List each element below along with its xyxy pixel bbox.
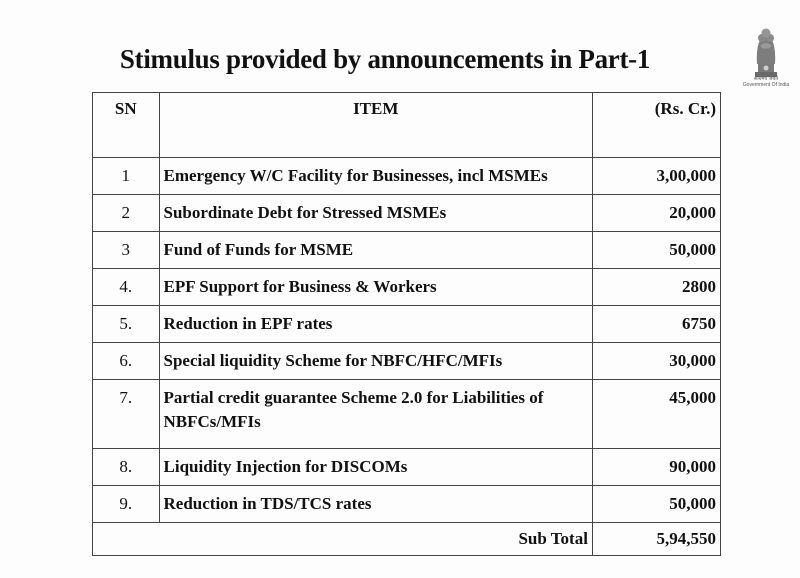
slide-title: Stimulus provided by announcements in Part-1: [119, 44, 651, 74]
row-sn: 2: [93, 195, 160, 232]
total-amount: 5,94,550: [592, 523, 720, 556]
table-row: [93, 269, 721, 306]
row-item: Fund of Funds for MSME: [159, 232, 592, 269]
row-amount: 50,000: [592, 486, 720, 523]
table-total-row: [93, 523, 721, 556]
row-sn: 7.: [93, 380, 160, 449]
row-item: Liquidity Injection for DISCOMs: [159, 449, 592, 486]
row-item: Partial credit guarantee Scheme 2.0 for Liabilities of NBFCs/MFIs: [159, 380, 592, 449]
row-sn: 5.: [93, 306, 160, 343]
table-row: [93, 380, 721, 449]
row-item: Special liquidity Scheme for NBFC/HFC/MFIs: [159, 343, 592, 380]
emblem-caption: [738, 76, 794, 88]
table-row: [93, 449, 721, 486]
table-header-row: [93, 93, 721, 158]
row-item: Subordinate Debt for Stressed MSMEs: [159, 195, 592, 232]
row-item: EPF Support for Business & Workers: [159, 269, 592, 306]
table-row: [93, 232, 721, 269]
table-row: [93, 195, 721, 232]
table-row: [93, 158, 721, 195]
header-item: ITEM: [159, 93, 592, 158]
row-sn: 8.: [93, 449, 160, 486]
row-item: Reduction in TDS/TCS rates: [159, 486, 592, 523]
row-amount: 90,000: [592, 449, 720, 486]
row-item: Reduction in EPF rates: [159, 306, 592, 343]
row-amount: 30,000: [592, 343, 720, 380]
row-amount: 3,00,000: [592, 158, 720, 195]
row-amount: 20,000: [592, 195, 720, 232]
row-item: Emergency W/C Facility for Businesses, incl MSMEs: [159, 158, 592, 195]
table-row: [93, 306, 721, 343]
total-label: Sub Total: [93, 523, 593, 556]
row-amount: 50,000: [592, 232, 720, 269]
header-amount: (Rs. Cr.): [592, 93, 720, 158]
emblem-government-label: Government Of India: [742, 82, 790, 88]
row-amount: 6750: [592, 306, 720, 343]
row-amount: 45,000: [592, 380, 720, 449]
row-amount: 2800: [592, 269, 720, 306]
row-sn: 4.: [93, 269, 160, 306]
header-sn: SN: [93, 93, 160, 158]
table-row: [93, 343, 721, 380]
stimulus-table: [92, 92, 721, 556]
row-sn: 1: [93, 158, 160, 195]
table-row: [93, 486, 721, 523]
row-sn: 3: [93, 232, 160, 269]
row-sn: 6.: [93, 343, 160, 380]
row-sn: 9.: [93, 486, 160, 523]
emblem-motto: सत्यमेव जयते: [753, 76, 779, 82]
